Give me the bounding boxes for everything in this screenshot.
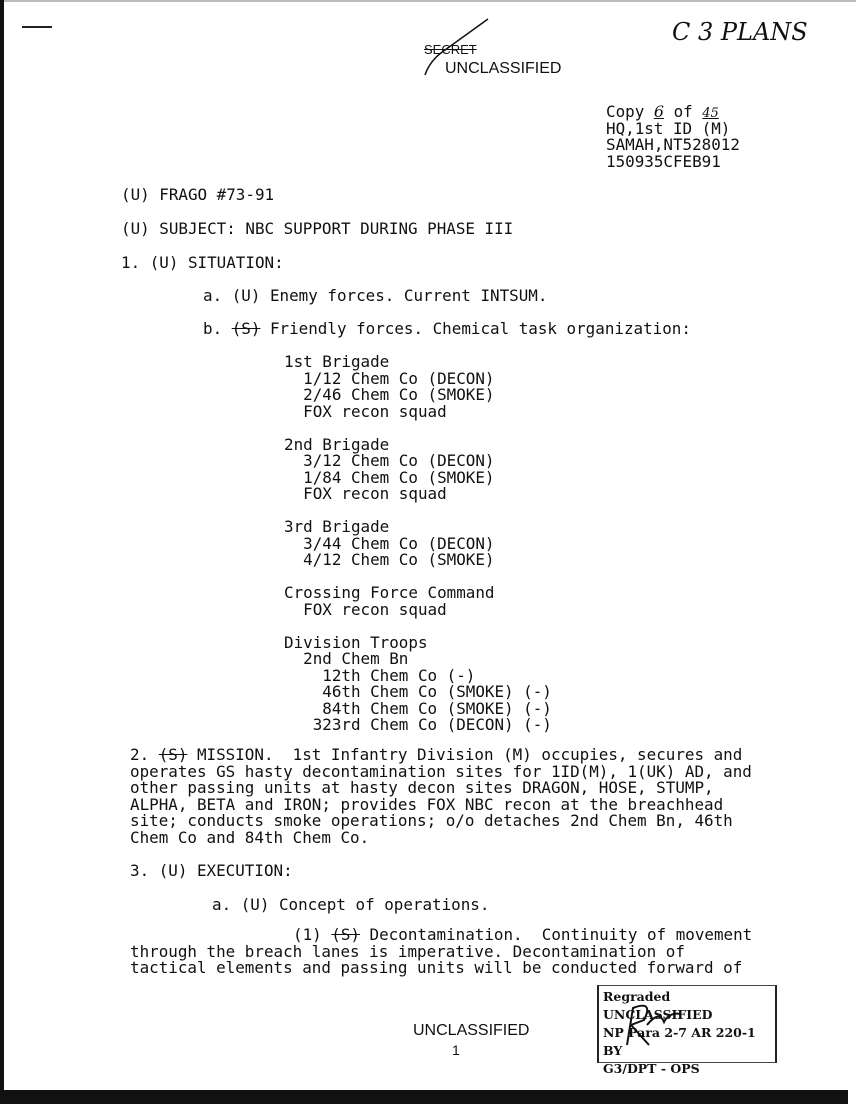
page-number: 1: [452, 1042, 460, 1058]
text-line: 3/12 Chem Co (DECON): [284, 451, 495, 470]
text-line: 3/44 Chem Co (DECON): [284, 533, 495, 553]
text-line: 1/84 Chem Co (SMOKE): [284, 467, 495, 487]
section-execution: 3. (U) EXECUTION:: [130, 861, 293, 880]
text-line: other passing units at hasty decon sites DRAGON, HOSE, STUMP,: [130, 778, 714, 797]
para-text: Friendly forces. Chemical task organization:: [260, 319, 691, 338]
stamp-line: NP Para 2-7 AR 220-1: [603, 1025, 756, 1040]
text-line: 2nd Chem Bn: [284, 649, 409, 668]
text-line: Chem Co and 84th Chem Co.: [130, 827, 370, 847]
copy-of: of: [673, 102, 693, 121]
scan-top-edge: [0, 0, 856, 2]
frago-number: (U) FRAGO #73-91: [121, 185, 275, 204]
text-line: 84th Chem Co (SMOKE) (-): [284, 698, 552, 718]
text-line: 2/46 Chem Co (SMOKE): [284, 385, 495, 404]
struck-classification: (S): [231, 319, 261, 338]
text-line: Decontamination. Continuity of movement: [359, 925, 753, 944]
section-situation: 1. (U) SITUATION:: [121, 253, 284, 272]
hq: HQ,1st ID (M): [606, 119, 731, 138]
para-label: 2.: [130, 745, 159, 764]
struck-classification: (S): [331, 925, 360, 944]
text-line: through the breach lanes is imperative. Decontamination of: [130, 941, 685, 961]
enemy-forces: a. (U) Enemy forces. Current INTSUM.: [203, 286, 548, 305]
text-line: ALPHA, BETA and IRON; provides FOX NBC recon at the breachhead: [130, 794, 724, 814]
stamp-line: G3/DPT - OPS: [603, 1061, 700, 1076]
stamp-line: Regraded UNCLASSIFIED: [603, 989, 713, 1022]
text-line: 12th Chem Co (-): [284, 665, 476, 685]
text-line: 4/12 Chem Co (SMOKE): [284, 550, 495, 569]
decon-paragraph: [130, 927, 752, 977]
text-line: 46th Chem Co (SMOKE) (-): [284, 682, 552, 701]
struck-classification: (S): [158, 745, 188, 764]
dtg: 150935CFEB91: [606, 152, 721, 171]
text-line: tactical elements and passing units will be conducted forward of: [130, 958, 743, 977]
text-line: 323rd Chem Co (DECON) (-): [284, 715, 552, 734]
text-line: Crossing Force Command: [284, 583, 495, 602]
copy-number: 6: [653, 102, 664, 121]
text-line: 3rd Brigade: [284, 517, 390, 536]
friendly-forces: [203, 321, 691, 338]
text-line: FOX recon squad: [284, 599, 447, 619]
subject: (U) SUBJECT: NBC SUPPORT DURING PHASE III: [121, 219, 514, 238]
location: SAMAH,NT528012: [606, 135, 740, 154]
text-line: FOX recon squad: [284, 401, 447, 421]
mission-paragraph: [130, 747, 752, 846]
task-organization: [284, 354, 552, 734]
text-line: 2nd Brigade: [284, 434, 390, 454]
handwritten-note: C 3 PLANS: [672, 18, 808, 46]
text-line: operates GS hasty decontamination sites for 1ID(M), 1(UK) AD, and: [130, 761, 752, 781]
scan-bottom-edge: [0, 1090, 848, 1104]
old-classification: SECRET: [424, 42, 477, 57]
regrade-stamp: [597, 985, 777, 1076]
text-line: FOX recon squad: [284, 484, 447, 503]
signature: [619, 1000, 689, 1050]
text-line: Division Troops: [284, 632, 428, 652]
copy-label: Copy: [606, 102, 645, 121]
text-line: site; conducts smoke operations; o/o detaches 2nd Chem Bn, 46th: [130, 811, 733, 830]
text-line: 1st Brigade: [284, 352, 390, 371]
text-line: MISSION. 1st Infantry Division (M) occupies, secures and: [187, 745, 743, 764]
classification-top: UNCLASSIFIED: [445, 60, 562, 77]
para-label: b.: [203, 319, 232, 338]
classification-bottom: UNCLASSIFIED: [413, 1022, 530, 1039]
copy-total: 45: [702, 106, 719, 121]
scan-mark: [22, 26, 52, 28]
scan-left-edge: [0, 0, 4, 1104]
para-label: (1): [293, 925, 332, 944]
stamp-line: BY: [603, 1043, 623, 1058]
text-line: 1/12 Chem Co (DECON): [284, 368, 495, 388]
concept-of-operations: a. (U) Concept of operations.: [212, 895, 490, 914]
